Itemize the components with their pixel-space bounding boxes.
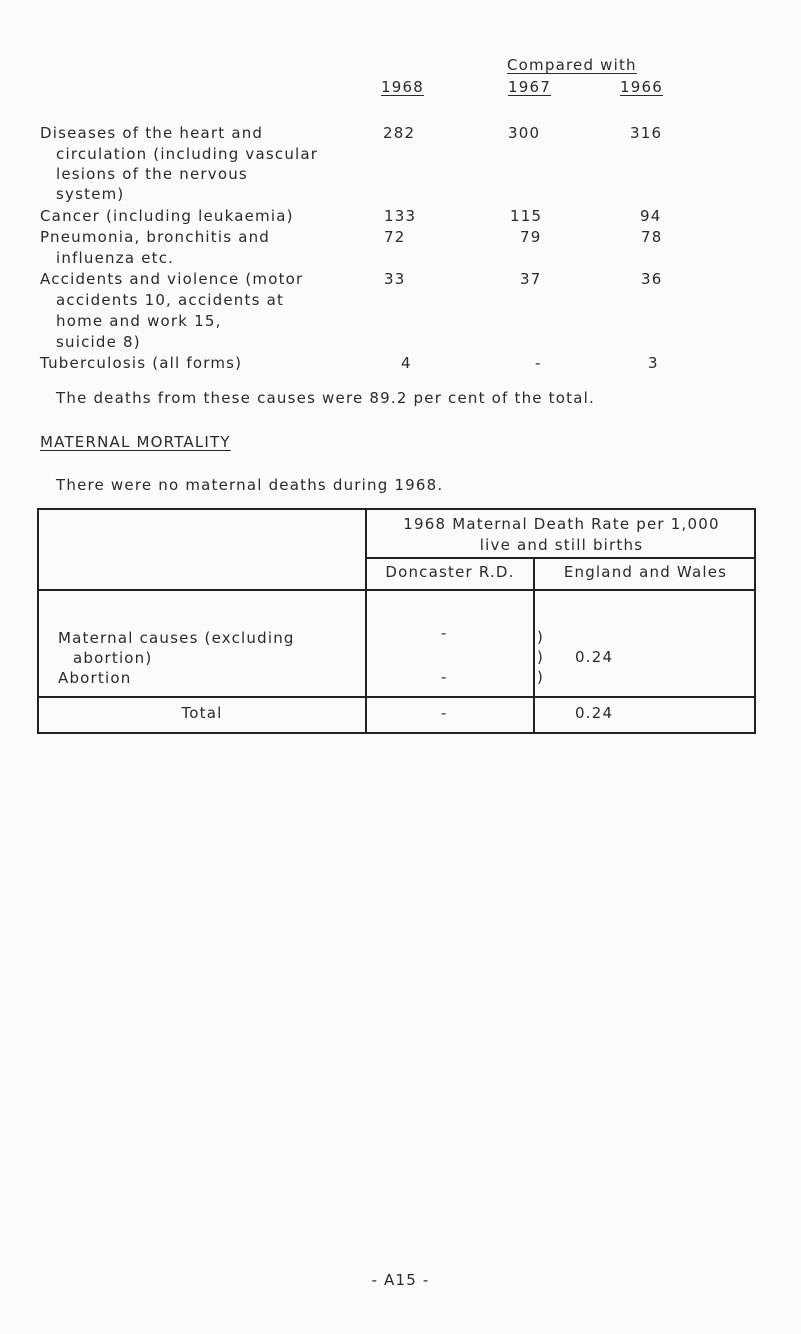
maternal-mortality-heading: MATERNAL MORTALITY: [40, 433, 231, 451]
total-label: Total: [181, 704, 223, 722]
doncaster-abortion-value: -: [441, 668, 448, 686]
summary-sentence: The deaths from these causes were 89.2 per cent of the total.: [56, 389, 595, 407]
value-1968: 133: [384, 207, 417, 225]
cause-label-line: system): [56, 185, 125, 203]
value-1967: 37: [520, 270, 542, 288]
value-1967: -: [535, 354, 542, 372]
col-header-doncaster: Doncaster R.D.: [385, 563, 515, 581]
value-1968: 72: [384, 228, 406, 246]
row-label-abortion: Abortion: [58, 669, 132, 687]
cause-label-line: accidents 10, accidents at: [56, 291, 285, 309]
row-label-maternal-causes-cont: abortion): [73, 649, 153, 667]
cause-label-line: Accidents and violence (motor: [40, 270, 304, 288]
value-1966: 94: [640, 207, 662, 225]
compared-with-heading: Compared with: [507, 56, 637, 74]
row-label-maternal-causes: Maternal causes (excluding: [58, 629, 295, 647]
page-number: - A15 -: [371, 1271, 430, 1289]
cause-label-line: Cancer (including leukaemia): [40, 207, 294, 225]
divider: [533, 557, 535, 734]
value-1968: 4: [401, 354, 412, 372]
value-1967: 115: [510, 207, 543, 225]
divider: [365, 557, 756, 559]
value-1967: 300: [508, 124, 541, 142]
table-title-line1: 1968 Maternal Death Rate per 1,000: [403, 515, 720, 533]
divider: [37, 696, 756, 698]
total-england-value: 0.24: [575, 704, 614, 722]
cause-label-line: suicide 8): [56, 333, 141, 351]
value-1966: 36: [641, 270, 663, 288]
value-1966: 3: [648, 354, 659, 372]
value-1967: 79: [520, 228, 542, 246]
value-1966: 316: [630, 124, 663, 142]
cause-label-line: home and work 15,: [56, 312, 222, 330]
cause-label-line: Pneumonia, bronchitis and: [40, 228, 271, 246]
cause-label-line: Tuberculosis (all forms): [40, 354, 243, 372]
doncaster-maternal-value: -: [441, 624, 448, 642]
value-1968: 282: [383, 124, 416, 142]
year-1968-header: 1968: [381, 78, 424, 96]
maternal-note: There were no maternal deaths during 1968.: [56, 476, 444, 494]
cause-label-line: Diseases of the heart and: [40, 124, 264, 142]
bracket: ): [537, 668, 545, 686]
bracket: ): [537, 648, 545, 666]
divider: [37, 589, 756, 591]
england-combined-value: 0.24: [575, 648, 614, 666]
cause-label-line: lesions of the nervous: [56, 165, 248, 183]
col-header-england: England and Wales: [563, 563, 728, 581]
value-1966: 78: [641, 228, 663, 246]
table-title-line2: live and still births: [479, 536, 644, 554]
year-1967-header: 1967: [508, 78, 551, 96]
total-doncaster-value: -: [441, 704, 448, 722]
bracket: ): [537, 628, 545, 646]
year-1966-header: 1966: [620, 78, 663, 96]
cause-label-line: influenza etc.: [56, 249, 175, 267]
cause-label-line: circulation (including vascular: [56, 145, 319, 163]
value-1968: 33: [384, 270, 406, 288]
